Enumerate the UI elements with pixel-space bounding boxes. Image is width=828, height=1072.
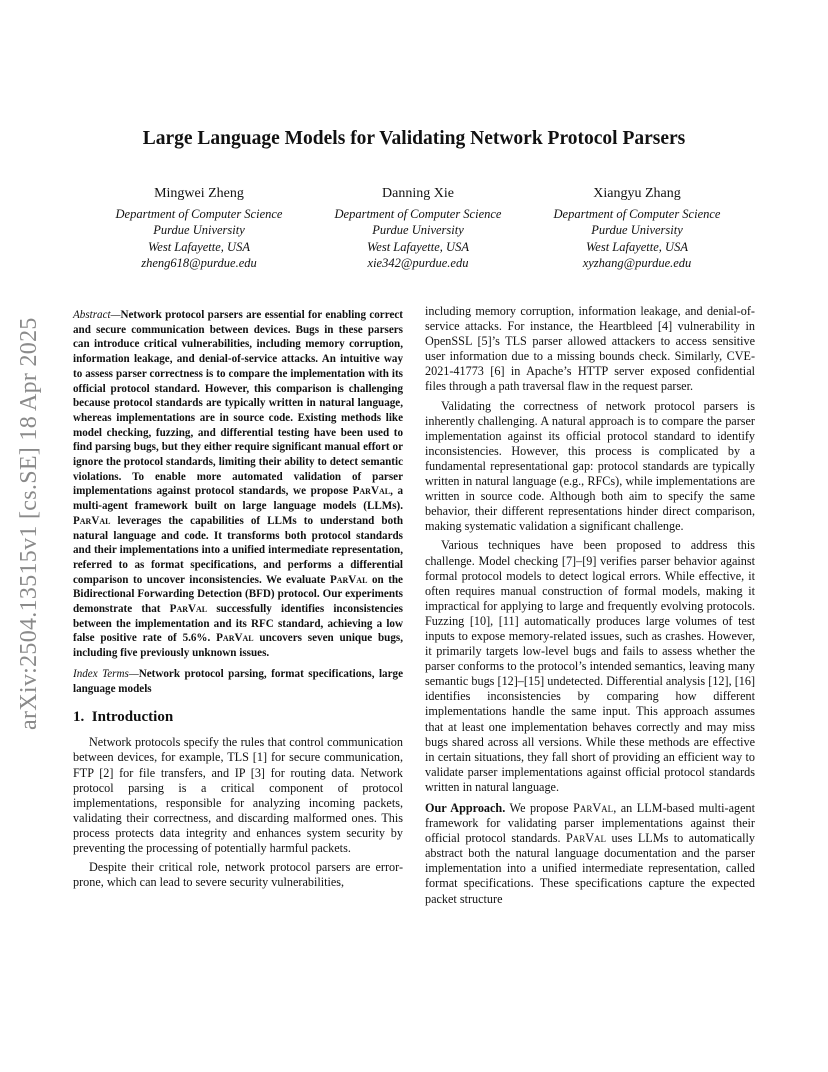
- intro-paragraph: Network protocols specify the rules that control communication between devices, for example, TLS [1] for secure communication, FTP [2] for file transfers, and IP [3] for routing data. Network protocol parsing is a critical component of protocol implementations, responsible for analyzing incoming packets, validating their correctness, and discarding malformed ones. This process protects data integrity and enhances system security by preventing the processing of potentially harmful packets.: [73, 735, 403, 856]
- right-column: [425, 304, 755, 907]
- author-name: Danning Xie: [382, 186, 454, 201]
- intro-paragraph: Validating the correctness of network protocol parsers is inherently challenging. A natural approach is to compare the parser implementation against its official protocol standard to identify inconsistencies. However, this process is complicated by a fundamental representational gap: protocol standards are typically written in natural language (e.g., RFCs), while implementations are written in source code. Although both aim to specify the same behavior, their different representations hinder direct comparison, making systematic validation a significant challenge.: [425, 398, 755, 534]
- author-3: [528, 186, 746, 271]
- author-name: Mingwei Zheng: [154, 186, 244, 201]
- author-block: [90, 186, 746, 271]
- abstract: Abstract—Network protocol parsers are essential for enabling correct and secure communication between devices. Bugs in these parsers can introduce critical vulnerabilities, including memory corruption, information leakage, and denial-of-service attacks. An intuitive way to assess parser correctness is to compare the implementation with its official protocol standard. However, this comparison is challenging because protocol standards are typically written in natural language, whereas implementations are in source code. Existing methods like model checking, fuzzing, and differential testing have been used to find parsing bugs, but they either require significant manual effort or ignore the protocol standards, limiting their ability to detect semantic violations. To enable more automated validation of parser implementations against protocol standards, we propose ParVal, a multi-agent framework built on large language models (LLMs). ParVal leverages the capabilities of LLMs to understand both natural language and code. It transforms both protocol standards and their implementations into a unified intermediate representation, referred to as format specifications, and performs a differential comparison to uncover inconsistencies. We evaluate ParVal on the Bidirectional Forwarding Detection (BFD) protocol. Our experiments demonstrate that ParVal successfully identifies inconsistencies between the implementation and its RFC standard, achieving a low false positive rate of 5.6%. ParVal uncovers seven unique bugs, including five previously unknown issues.: [73, 309, 403, 660]
- our-approach-heading: Our Approach.: [425, 801, 506, 815]
- parval-name: ParVal: [352, 485, 391, 498]
- author-location: West Lafayette, USA: [586, 239, 688, 254]
- our-approach-paragraph: Our Approach. We propose ParVal, an LLM-based multi-agent framework for validating parser implementations against their official protocol standards. ParVal uses LLMs to automatically abstract both the natural language documentation and the parser implementation into a unified intermediate representation, called format specifications. These specifications capture the expected packet structure: [425, 801, 755, 906]
- intro-paragraph: including memory corruption, information leakage, and denial-of-service attacks. For instance, the Heartbleed [4] vulnerability in OpenSSL [5]’s TLS parser allowed attackers to access sensitive user information due to a missing bounds check. Similarly, CVE-2021-41773 [6] in Apache’s HTTP server exposed confidential files through a path traversal flaw in the request parser.: [425, 304, 755, 394]
- parval-name: ParVal: [216, 632, 254, 645]
- section-heading-introduction: 1. Introduction: [73, 709, 174, 726]
- abstract-label: Abstract—: [73, 309, 121, 321]
- author-email[interactable]: zheng618@purdue.edu: [141, 255, 257, 270]
- author-department: Department of Computer Science: [334, 207, 502, 222]
- parval-name: ParVal: [329, 573, 368, 586]
- author-university: Purdue University: [591, 223, 683, 238]
- author-email[interactable]: xie342@purdue.edu: [367, 255, 469, 270]
- left-column: [73, 308, 403, 890]
- author-department: Department of Computer Science: [115, 207, 283, 222]
- author-name: Xiangyu Zhang: [593, 186, 681, 201]
- author-university: Purdue University: [153, 223, 245, 238]
- intro-paragraph: Various techniques have been proposed to address this challenge. Model checking [7]–[9] verifies parser behavior against formal protocol models to detect logical errors. While effective, it often requires manual construction of formal models, making it impractical for applying to large and frequently evolving protocols. Fuzzing [10], [11] automatically produces large volumes of test inputs to expose memory-related issues, such as crashes. However, it primarily targets low-level bugs and fails to assess whether the parser conforms to the protocol’s intended semantics, leaving many semantic bugs [12]–[15] undetected. Differential analysis [12], [16] identifies inconsistencies by comparing how different implementations handle the same input. This approach assumes that at least one implementation behaves correctly and may miss bugs shared across all versions. While these methods are effective in certain situations, they fall short of providing an efficient way to validate parser implementations against official protocol standards written in natural language.: [425, 538, 755, 794]
- intro-paragraph: Despite their critical role, network protocol parsers are error-prone, which can lead to severe security vulnerabilities,: [73, 860, 403, 890]
- author-department: Department of Computer Science: [553, 207, 721, 222]
- paper-title: Large Language Models for Validating Network Protocol Parsers: [142, 128, 686, 149]
- author-location: West Lafayette, USA: [367, 239, 469, 254]
- arxiv-stamp[interactable]: arXiv:2504.13515v1 [cs.SE] 18 Apr 2025: [16, 317, 42, 731]
- author-1: [90, 186, 308, 271]
- parval-name: ParVal: [565, 831, 607, 846]
- index-terms-label: Index Terms—: [73, 667, 139, 680]
- author-location: West Lafayette, USA: [148, 239, 250, 254]
- parval-name: ParVal: [573, 801, 614, 815]
- author-email[interactable]: xyzhang@purdue.edu: [582, 255, 692, 270]
- author-university: Purdue University: [372, 223, 464, 238]
- author-2: [309, 186, 527, 271]
- parval-name: ParVal: [73, 514, 111, 527]
- index-terms: Index Terms—Network protocol parsing, format specifications, large language models: [73, 667, 403, 695]
- parval-name: ParVal: [169, 603, 208, 616]
